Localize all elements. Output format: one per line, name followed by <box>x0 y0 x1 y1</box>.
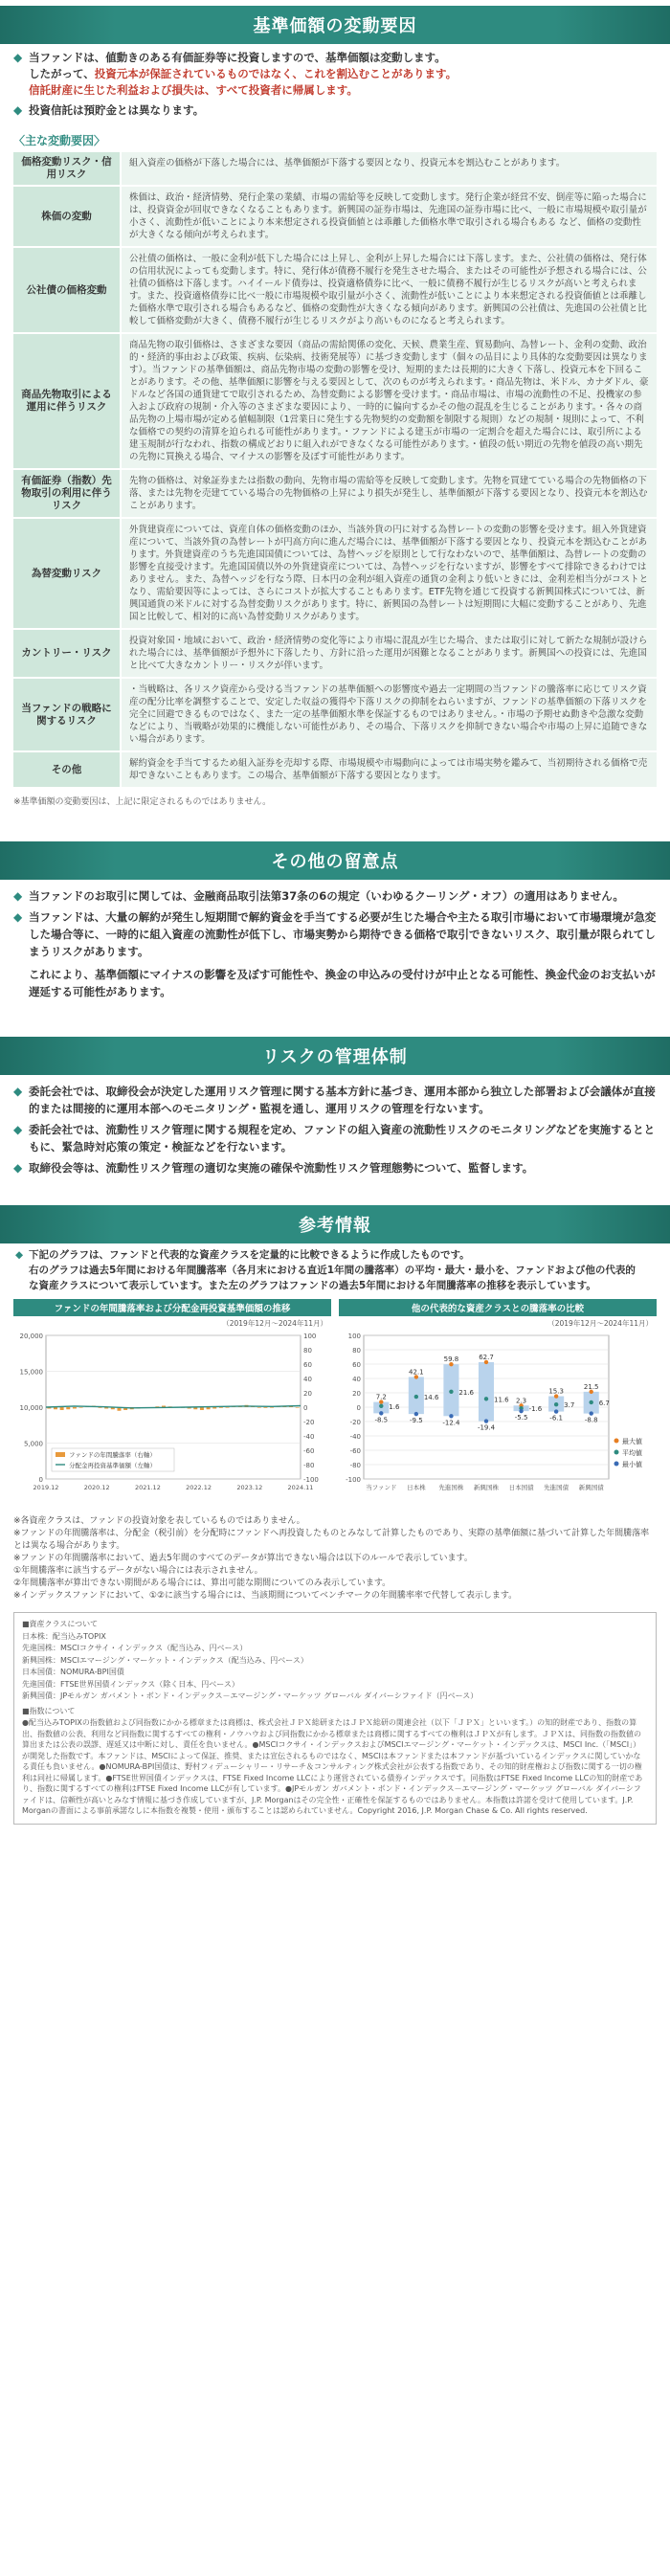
x-tick-label: 2024.11 <box>287 1484 314 1491</box>
diamond-icon: ◆ <box>13 889 23 903</box>
bullet-item <box>13 102 657 119</box>
x-tick-label: 2022.12 <box>186 1484 212 1491</box>
intro-text: 右のグラフは過去5年間における年間騰落率（各月末における直近1年間の騰落率）の平均・最大・最小を、ファンドおよび他の代表的な資産クラスについて表示しています。また左のグラフはファンドの過去5年間における年間騰落率の推移を表示しています。 <box>29 1265 636 1291</box>
intro-text: 下記のグラフは、ファンドと代表的な資産クラスを定量的に比較できるように作成したものです。 <box>29 1249 470 1261</box>
bullet-text: 委託会社では、流動性リスク管理に関する規程を定め、ファンドの組入資産の流動性リスクのモニタリングなどを実施するとともに、緊急時対応策の策定・検証などを行ないます。 <box>29 1123 656 1154</box>
source-line: 新興国債：JPモルガン ガバメント・ボンド・インデックス－エマージング・マーケッツ グローバル ダイバーシファイド（円ベース） <box>22 1691 479 1700</box>
chart-title: 他の代表的な資産クラスとの騰落率の比較 <box>339 1299 657 1316</box>
y-right-tick-label: -100 <box>303 1476 319 1484</box>
section-title: その他の留意点 <box>271 852 399 872</box>
return-bar <box>60 1407 64 1410</box>
text-span: したがって、 <box>29 67 95 80</box>
return-bar <box>270 1407 274 1408</box>
min-label: -6.1 <box>549 1414 563 1422</box>
risk-row <box>13 333 657 469</box>
chart-right <box>339 1299 657 1512</box>
range-bar <box>479 1362 494 1422</box>
sources-heading: ■資産クラスについて <box>22 1620 99 1628</box>
return-bar <box>79 1407 83 1408</box>
max-label: 42.1 <box>409 1368 424 1377</box>
diamond-icon: ◆ <box>15 1249 24 1261</box>
avg-point <box>414 1395 418 1399</box>
index-note-heading: ■指数について <box>22 1706 76 1715</box>
risk-description: ・当戦略は、各リスク資産から受ける当ファンドの基準価額への影響度や過去一定期間の当ファンドの騰落率に応じてリスク資産の配分比率を調整することで、安定した収益の獲得や下落リスクの抑制をねらいますが、ファンドの基準価額の下落リスクを完全に回避できるものではなく、また一定の基準価額水準を保証するものではありません。・市場の予期せぬ動きや急激な変動などにより、当戦略が効果的に機能しない可能性があり、その場合、下落リスクを抑制できない場合や市場の上昇に追随できない場合があります。 <box>121 678 657 751</box>
section-header-reference-info <box>0 1205 670 1243</box>
bullet-item <box>13 908 657 1000</box>
legend-label: 平均値 <box>622 1449 642 1457</box>
category-label: 当ファンド <box>366 1484 397 1491</box>
avg-point <box>379 1404 383 1408</box>
risk-description: 先物の価格は、対象証券または指数の動向、先物市場の需給等を反映して変動します。先物を買建てている場合の先物価格の下落、または先物を売建てている場合の先物価格の上昇により損失が発生し、基準価額が下落する要因となり、投資元本を割込むことがあります。 <box>121 469 657 518</box>
risk-name: 公社債の価格変動 <box>13 247 121 333</box>
risk-name: 商品先物取引による運用に伴うリスク <box>13 333 121 469</box>
y-right-tick-label: -20 <box>303 1419 315 1426</box>
return-bar <box>219 1407 223 1408</box>
diamond-icon: ◆ <box>13 1085 23 1098</box>
category-label: 新興国債 <box>578 1484 604 1491</box>
y-left-tick-label: 5,000 <box>23 1440 43 1448</box>
risk-description: 商品先物の取引価格は、さまざまな要因（商品の需給関係の変化、天候、農業生産、貿易動向、為替レート、金利の変動、政治的・経済的事由および政策、疾病、伝染病、技術発展等）に基づき変動します（個々の品目により具体的な変動要因は異なります）。当ファンドの基準価額は、商品先物市場の変動の影響を受け、短期的または長期的に大きく下落し、投資元本を下回ることがあります。その他、基準価額に影響を与える要因として、次のものが考えられます。・商品先物は、米ドル、カナダドル、豪ドルなど各国の通貨建てで取引されるため、為替変動による影響を受けます。・商品市場は、市場の流動性の不足、投機家の参入および政府の規制・介入等のさまざまな要因により、一時的に偏向するかその他の混乱を生じることがあります。・各々の商品先物の上場市場が定める値幅制限（1営業日に発生する先物契約の変動額を制限する規則）などの規制・規則によって、不利な価格での契約の清算を迫られる可能性があります。・ファンドによる建玉が市場の一定割合を超えた場合には、取引所による建玉規制が行なわれ、指数の構成どおりに組入れができなくなる可能性があります。・値段の低い期近の先物を値段の高い期先の先物に買換える場合、マイナスの影響を及ぼす可能性があります。 <box>121 333 657 469</box>
avg-point <box>449 1390 453 1394</box>
bullet-item <box>13 50 657 99</box>
max-label: 62.7 <box>479 1353 494 1361</box>
y-left-tick-label: 0 <box>38 1476 43 1484</box>
y-tick-label: 100 <box>347 1333 361 1340</box>
risk-description: 外貨建資産については、資産自体の価格変動のほか、当該外貨の円に対する為替レートの変動の影響を受けます。組入外貨建資産について、当該外貨の為替レートが円高方向に進んだ場合には、基準価額が下落する要因となり、投資元本を割込むことがあります。外貨建資産のうち先進国国債については、為替ヘッジを原則として行なわないので、基準価額は、為替レートの変動の影響を直接受けます。先進国国債以外の外貨建資産については、為替ヘッジを行ないますが、影響をすべて排除できるわけではありません。また、為替ヘッジを行なう際、日本円の金利が組入資産の通貨の金利より低いときには、金利差相当分がコストとなり、需給要因等によっては、さらにコストが拡大することもあります。ETF先物を通じて投資する新興国株式については、新興国通貨の米ドルに対する為替変動リスクがあります。特に、新興国の為替レートは短期間に大幅に変動することがあり、先進国と比較して、相対的に高い為替変動リスクがあります。 <box>121 518 657 629</box>
avg-label: -1.6 <box>528 1405 543 1414</box>
chart-title: ファンドの年間騰落率および分配金再投資基準価額の推移 <box>13 1299 331 1316</box>
diamond-icon: ◆ <box>13 103 23 117</box>
bullet-text: 投資信託は預貯金とは異なります。 <box>29 103 205 117</box>
y-tick-label: 60 <box>352 1361 361 1369</box>
min-point <box>484 1419 488 1422</box>
section-title: 参考情報 <box>299 1216 371 1236</box>
section-header-other-notes <box>0 841 670 880</box>
risk-row <box>13 678 657 751</box>
risk-description: 公社債の価格は、一般に金利が低下した場合には上昇し、金利が上昇した場合には下落します。また、公社債の価格は、発行体の信用状況によっても変動します。特に、発行体が債務不履行を発生させた場合、またはその可能性が予想される場合には、公社債の価格は下落します。ハイイールド債券は、投資適格債券に比べ、一般に債務不履行が生じるリスクが高いと考えられます。また、投資適格債券に比べ一般に市場規模や取引量が小さく、流動性が低いことにより本来想定される投資価値とは乖離した価格水準で取引される場合もあるなど、価格の変動性が大きくなる傾向があります。新興国の公社債は、先進国の公社債と比較して価格変動が大きく、債務不履行が生じるリスクがより高いものになると考えられます。 <box>121 247 657 333</box>
avg-label: 6.7 <box>598 1399 610 1407</box>
category-label: 新興国株 <box>474 1484 499 1491</box>
risk-row <box>13 247 657 333</box>
footnote-line: ※ファンドの年間騰落率は、分配金（税引前）を分配時にファンドへ再投資したものとみなして計算したものであり、実際の基準価額に基づいて計算した年間騰落率とは異なる場合があります。 <box>13 1529 650 1551</box>
return-bar <box>73 1407 77 1409</box>
y-tick-label: -20 <box>349 1419 361 1426</box>
y-right-tick-label: -40 <box>303 1433 315 1441</box>
avg-point <box>484 1397 488 1400</box>
source-line: 日本株：配当込みTOPIX <box>22 1631 106 1641</box>
footnote-line: ※各資産クラスは、ファンドの投資対象を表しているものではありません。 <box>13 1516 305 1526</box>
diamond-icon: ◆ <box>13 1161 23 1175</box>
risk-name: 為替変動リスク <box>13 518 121 629</box>
bullet-text: 取締役会等は、流動性リスク管理の適切な実施の確保や流動性リスク管理態勢について、監督します。 <box>29 1161 534 1175</box>
risk-row <box>13 152 657 186</box>
y-left-tick-label: 15,000 <box>19 1368 43 1377</box>
bullet-item <box>13 887 657 905</box>
min-point <box>554 1409 558 1413</box>
min-point <box>414 1412 418 1416</box>
x-tick-label: 2020.12 <box>83 1484 110 1491</box>
risk-row <box>13 469 657 518</box>
avg-label: 1.6 <box>389 1402 400 1411</box>
bullet-text: 当ファンドは、値動きのある有価証券等に投資しますので、基準価額は変動します。 <box>29 51 446 64</box>
avg-label: 3.7 <box>564 1401 575 1410</box>
section-header-nav-factors <box>0 6 670 44</box>
chart-right-svg <box>339 1328 657 1508</box>
chart-left <box>13 1299 331 1512</box>
y-left-tick-label: 10,000 <box>19 1404 43 1412</box>
footnote-line: ※ファンドの年間騰落率において、過去5年間のすべてのデータが算出できない場合は以下のルールで表示しています。 <box>13 1554 473 1563</box>
risk-name: 価格変動リスク・信用リスク <box>13 152 121 186</box>
y-right-tick-label: -80 <box>303 1462 315 1469</box>
footnotes <box>13 1515 657 1602</box>
source-line: 先進国株：MSCIコクサイ・インデックス（配当込み、円ベース） <box>22 1644 248 1652</box>
risk-note: ※基準価額の変動要因は、上記に限定されるものではありません。 <box>13 797 272 807</box>
y-tick-label: -100 <box>346 1476 361 1484</box>
index-note-text: ●配当込みTOPIXの指数値および同指数にかかる標章または商標は、株式会社ＪＰＸ総研またはＪＰＸ総研の関連会社（以下「ＪＰＸ」といいます。）の知的財産であり、指数の算出、指数値の公表、利用など同指数に関するすべての権利・ノウハウおよび同指数にかかる標章または商標に関するすべての権利はＪＰＸが有します。ＪＰＸは、同指数の指数値の算出または公表の誤謬、遅延又は中断に対し、責任を負いません。●MSCIコクサイ・インデックスおよびMSCIエマージング・マーケット・インデックスは、MSCI Inc.（「MSCI」）が開発した指数です。本ファンドは、MSCIによって保証、推奨、または宣伝されるものではなく、MSCIは本ファンドまたは本ファンドが基づいているインデックスに関していかなる責任も負いません。●NOMURA-BPI国債は、野村フィデューシャリー・リサーチ＆コンサルティング株式会社が公表する指数であり、その知的財産権および指数に関する一切の権利は同社に帰属します。●FTSE世界国債インデックスは、FTSE Fixed Income LLCにより運営されている債券インデックスです。同指数はFTSE Fixed Income LLCの知的財産であり、指数に関するすべての権利はFTSE Fixed Income LLCが有しています。●JPモルガン ガバメント・ボンド・インデックス－エマージング・マーケッツ グローバル ダイバーシファイドは、信頼性が高いとみなす情報に基づき作成していますが、J.P. Morganはその完全性・正確性を保証するものではありません。本指数は許諾を受けて使用しています。J.P. Morganの書面による事前承諾なしに本指数を複製・使用・頒布することは認められていません。Copyright 2016, J.P. Morgan Chase & Co. All rights reserved. <box>22 1718 643 1815</box>
source-line: 新興国株：MSCIエマージング・マーケット・インデックス（配当込み、円ベース） <box>22 1655 308 1665</box>
risk-management-body <box>0 1075 670 1184</box>
avg-label: 11.6 <box>494 1396 509 1404</box>
return-bar <box>296 1407 300 1408</box>
max-label: 7.2 <box>375 1393 387 1401</box>
y-right-tick-label: 100 <box>303 1333 317 1340</box>
category-label: 日本国債 <box>508 1484 534 1491</box>
diamond-icon: ◆ <box>13 51 23 64</box>
return-bar <box>200 1407 204 1410</box>
legend-swatch <box>614 1439 619 1444</box>
source-line: 日本国債：NOMURA-BPI国債 <box>22 1668 124 1676</box>
diamond-icon: ◆ <box>13 1123 23 1136</box>
bullet-text <box>29 66 657 82</box>
min-point <box>590 1411 593 1415</box>
source-line: 先進国債：FTSE世界国債インデックス（除く日本、円ベース） <box>22 1679 239 1689</box>
avg-point <box>590 1400 593 1404</box>
x-tick-label: 2021.12 <box>134 1484 161 1491</box>
y-tick-label: 40 <box>352 1376 361 1383</box>
bullet-item <box>13 1083 657 1117</box>
y-right-tick-label: 40 <box>303 1376 312 1383</box>
min-label: -8.8 <box>584 1416 598 1424</box>
x-tick-label: 2023.12 <box>236 1484 263 1491</box>
risk-description: 株価は、政治・経済情勢、発行企業の業績、市場の需給等を反映して変動します。発行企業が経営不安、倒産等に陥った場合には、投資資金が回収できなくなることもあります。新興国の証券市場は、先進国の証券市場に比べ、一般に市場規模や取引量が小さく、流動性が低いことにより本来想定される投資価値とは乖離した価格水準で取引される場合もある など、価格の変動性が大きくなる傾向が考えられます。 <box>121 186 657 247</box>
y-right-tick-label: 20 <box>303 1390 312 1398</box>
risk-description: 解約資金を手当てするため組入証券を売却する際、市場規模や市場動向によっては市場実勢を鑑みて、当初期待される価格で売却できないこともあります。この場合、基準価額が下落する要因となります。 <box>121 751 657 788</box>
charts-row <box>13 1299 657 1512</box>
risk-description: 組入資産の価格が下落した場合には、基準価額が下落する要因となり、投資元本を割込むことがあります。 <box>121 152 657 186</box>
category-label: 日本株 <box>407 1484 426 1491</box>
legend-label: 最小値 <box>622 1461 642 1468</box>
return-bar <box>66 1407 70 1409</box>
category-label: 先進国債 <box>544 1484 570 1491</box>
legend-label: 最大値 <box>622 1438 642 1445</box>
risk-description: 投資対象国・地域において、政治・経済情勢の変化等により市場に混乱が生じた場合、または取引に対して新たな規制が設けられた場合には、基準価額が予想外に下落したり、方針に沿った運用が困難となることがあります。新興国への投資には、先進国と比べて大きなカントリー・リスクが伴います。 <box>121 629 657 678</box>
sources-box <box>13 1612 657 1825</box>
risk-row <box>13 518 657 629</box>
y-tick-label: -40 <box>349 1433 361 1441</box>
category-label: 先進国株 <box>438 1484 464 1491</box>
highlight-text: 投資元本が保証されているものではなく、これを割込むことがあります。 <box>94 67 458 80</box>
other-notes-body <box>0 880 670 1008</box>
legend-swatch <box>614 1450 619 1455</box>
bullet-text: 当ファンドは、大量の解約が発生し短期間で解約資金を手当てする必要が生じた場合や主たる取引市場において市場環境が急変した場合等に、一時的に組入資産の流動性が低下し、市場実勢から期待できる価格で取引できないリスク、取引量が限られてしまうリスクがあります。 <box>29 910 657 958</box>
bullet-text: これにより、基準価額にマイナスの影響を及ぼす可能性や、換金の申込みの受付けが中止となる可能性、換金代金のお支払いが遅延する可能性があります。 <box>29 968 656 998</box>
y-tick-label: 20 <box>352 1390 361 1398</box>
y-tick-label: 0 <box>356 1404 361 1412</box>
return-bar <box>257 1407 261 1408</box>
nav-factors-bullets <box>0 44 670 126</box>
section-title: 基準価額の変動要因 <box>253 16 417 36</box>
y-tick-label: 80 <box>352 1347 361 1355</box>
max-label: 2.3 <box>516 1397 527 1405</box>
y-left-tick-label: 20,000 <box>19 1333 43 1340</box>
min-label: -9.5 <box>410 1417 423 1425</box>
highlight-text: 信託財産に生じた利益および損失は、すべて投資者に帰属します。 <box>29 83 358 97</box>
risk-name: カントリー・リスク <box>13 629 121 678</box>
bullet-text: 当ファンドのお取引に関しては、金融商品取引法第37条の6の規定（いわゆるクーリング・オフ）の適用はありません。 <box>29 889 624 903</box>
x-tick-label: 2019.12 <box>33 1484 59 1491</box>
y-right-tick-label: 0 <box>303 1404 308 1412</box>
avg-label: 14.6 <box>423 1394 439 1402</box>
risk-name: 株価の変動 <box>13 186 121 247</box>
diamond-icon: ◆ <box>13 910 23 924</box>
return-bar <box>207 1407 211 1409</box>
min-label: -5.5 <box>514 1414 528 1422</box>
footnote-line: ①年間騰落率に該当するデータがない場合には表示されません。 <box>13 1566 263 1576</box>
min-point <box>379 1411 383 1415</box>
max-label: 15.3 <box>548 1387 564 1396</box>
footnote-line: ②年間騰落率が算出できない期間がある場合には、算出可能な期間についてのみ表示しています。 <box>13 1579 391 1588</box>
min-label: -8.5 <box>374 1416 389 1424</box>
min-point <box>519 1409 523 1413</box>
chart-period: （2019年12月～2024年11月） <box>222 1319 327 1328</box>
y-right-tick-label: -60 <box>303 1447 315 1455</box>
legend-swatch <box>56 1452 65 1457</box>
legend-label: ファンドの年間騰落率（右軸） <box>69 1451 156 1459</box>
footnote-line: ※インデックスファンドにおいて、①②に該当する場合には、当該期間についてベンチマークの年間騰率率で代替して表示します。 <box>13 1591 518 1601</box>
risk-factor-table <box>13 152 657 789</box>
chart-left-svg <box>13 1328 331 1508</box>
min-point <box>449 1414 453 1418</box>
risk-name: 当ファンドの戦略に関するリスク <box>13 678 121 751</box>
min-label: -12.4 <box>442 1419 460 1427</box>
source-lines <box>22 1631 648 1702</box>
bullet-text: 委託会社では、取締役会が決定した運用リスク管理に関する基本方針に基づき、運用本部から独立した部署および会議体が直接的または間接的に運用本部へのモニタリング・監視を通し、運用リスクの管理を行ないます。 <box>29 1085 656 1115</box>
y-right-tick-label: 80 <box>303 1347 312 1355</box>
risk-row <box>13 751 657 788</box>
page <box>0 6 670 2576</box>
avg-point <box>554 1402 558 1406</box>
section-header-risk-management <box>0 1037 670 1075</box>
max-label: 21.5 <box>583 1382 599 1391</box>
chart-period: （2019年12月～2024年11月） <box>547 1319 653 1328</box>
risk-row <box>13 629 657 678</box>
risk-row <box>13 186 657 247</box>
risk-name: その他 <box>13 751 121 788</box>
risk-name: 有価証券（指数）先物取引の利用に伴うリスク <box>13 469 121 518</box>
bullet-item <box>13 1159 657 1176</box>
legend-label: 分配金再投資基準価額（左軸） <box>69 1462 156 1469</box>
sub-title: 〈主な変動要因〉 <box>13 134 106 147</box>
y-right-tick-label: 60 <box>303 1361 312 1369</box>
y-tick-label: -60 <box>349 1447 361 1455</box>
return-bar <box>226 1407 230 1408</box>
avg-label: 21.6 <box>458 1388 475 1397</box>
legend-swatch <box>614 1462 619 1467</box>
return-bar <box>212 1407 216 1409</box>
reference-intro <box>0 1243 670 1293</box>
bullet-item <box>13 1121 657 1155</box>
return-bar <box>263 1407 267 1408</box>
max-label: 59.8 <box>443 1355 459 1364</box>
min-label: -19.4 <box>477 1423 496 1432</box>
y-tick-label: -80 <box>349 1462 361 1469</box>
section-title: リスクの管理体制 <box>262 1047 408 1067</box>
